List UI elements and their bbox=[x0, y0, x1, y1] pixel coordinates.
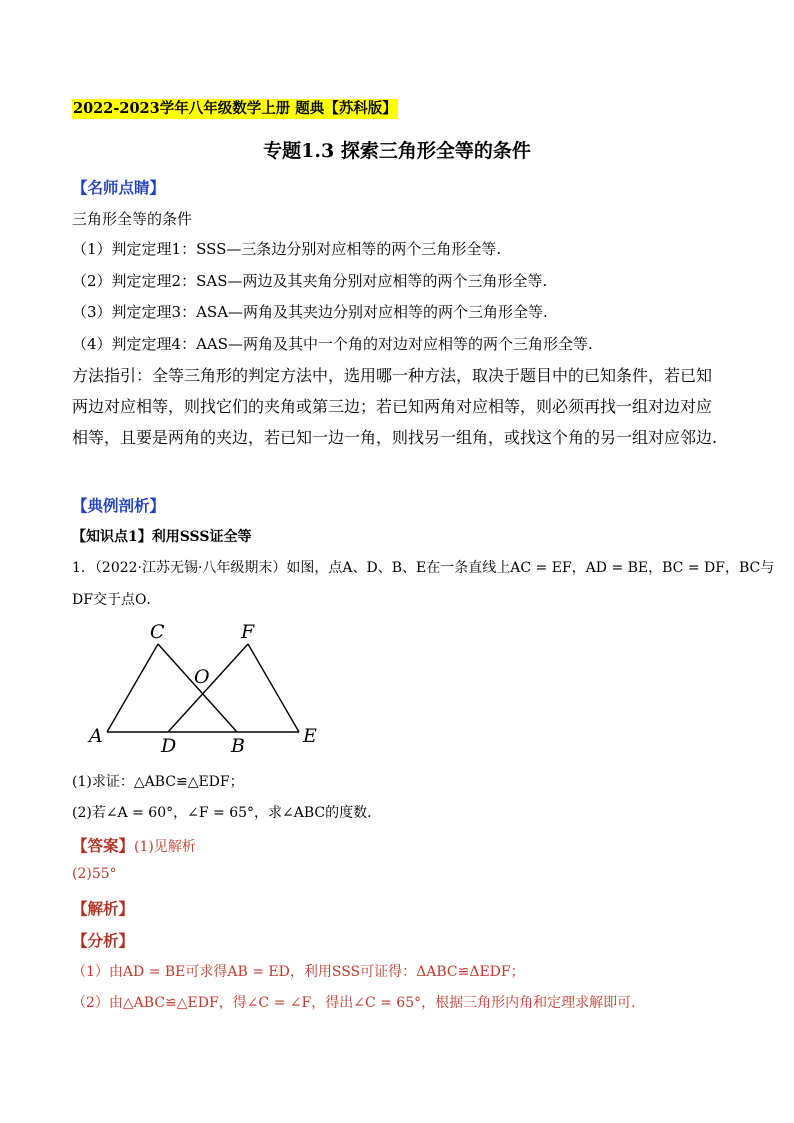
answer-2: (2)55° bbox=[72, 866, 117, 882]
label-d: D bbox=[161, 735, 177, 757]
answer-row bbox=[72, 834, 196, 856]
segment-df bbox=[168, 644, 248, 732]
label-e: E bbox=[303, 725, 317, 747]
label-c: C bbox=[150, 621, 165, 643]
label-f: F bbox=[241, 621, 255, 643]
knowledge-point: 【知识点1】利用SSS证全等 bbox=[72, 529, 252, 545]
conditions-heading: 三角形全等的条件 bbox=[72, 210, 193, 228]
segment-ac bbox=[107, 644, 158, 732]
header-tag: 2022-2023学年八年级数学上册 题典【苏科版】 bbox=[73, 100, 397, 117]
fenxi-label: 【分析】 bbox=[72, 931, 135, 950]
theorem-1: （1）判定定理1：SSS—三条边分别对应相等的两个三角形全等. bbox=[72, 240, 502, 258]
question-1: (1)求证：△ABC≌△EDF； bbox=[72, 774, 244, 790]
problem-line-1: 1．（2022·江苏无锡·八年级期末）如图，点A、D、B、E在一条直线上AC = EF，AD = BE，BC = DF，BC与 bbox=[72, 560, 775, 576]
theorem-4: （4）判定定理4：AAS—两角及其中一个角的对边对应相等的两个三角形全等. bbox=[72, 335, 593, 353]
label-b: B bbox=[231, 735, 245, 757]
analysis-label: 【解析】 bbox=[72, 899, 135, 918]
segment-cb bbox=[158, 644, 237, 732]
problem-line-2: DF交于点O． bbox=[72, 592, 161, 608]
label-a: A bbox=[89, 725, 103, 747]
segment-fe bbox=[248, 644, 299, 732]
answer-1: (1)见解析 bbox=[134, 839, 196, 855]
method-guide: 方法指引：全等三角形的判定方法中，选用哪一种方法，取决于题目中的已知条件，若已知两边对应相等，则找它们的夹角或第三边；若已知两角对应相等，则必须再找一组对边对应相等，且要是两角的夹边，若已知一边一角，则找另一组角，或找这个角的另一组对应邻边. bbox=[72, 366, 718, 447]
theorem-2: （2）判定定理2：SAS—两边及其夹角分别对应相等的两个三角形全等. bbox=[72, 272, 548, 290]
section-examples: 【典例剖析】 bbox=[72, 496, 166, 515]
section-teacher: 【名师点睛】 bbox=[72, 178, 166, 197]
page-title: 专题1.3 探索三角形全等的条件 bbox=[263, 140, 531, 162]
answer-label: 【答案】 bbox=[72, 836, 135, 855]
theorem-3: （3）判定定理3：ASA—两角及其夹边分别对应相等的两个三角形全等. bbox=[72, 303, 548, 321]
analysis-1: （1）由AD = BE可求得AB = ED，利用SSS可证得：ΔABC≌ΔEDF； bbox=[72, 964, 525, 980]
question-2: (2)若∠A = 60°，∠F = 65°，求∠ABC的度数． bbox=[72, 805, 382, 821]
analysis-2: （2）由△ABC≌△EDF，得∠C = ∠F，得出∠C = 65°，根据三角形内角和定理求解即可． bbox=[72, 995, 646, 1011]
label-o: O bbox=[194, 666, 210, 688]
triangle-figure bbox=[80, 615, 340, 760]
